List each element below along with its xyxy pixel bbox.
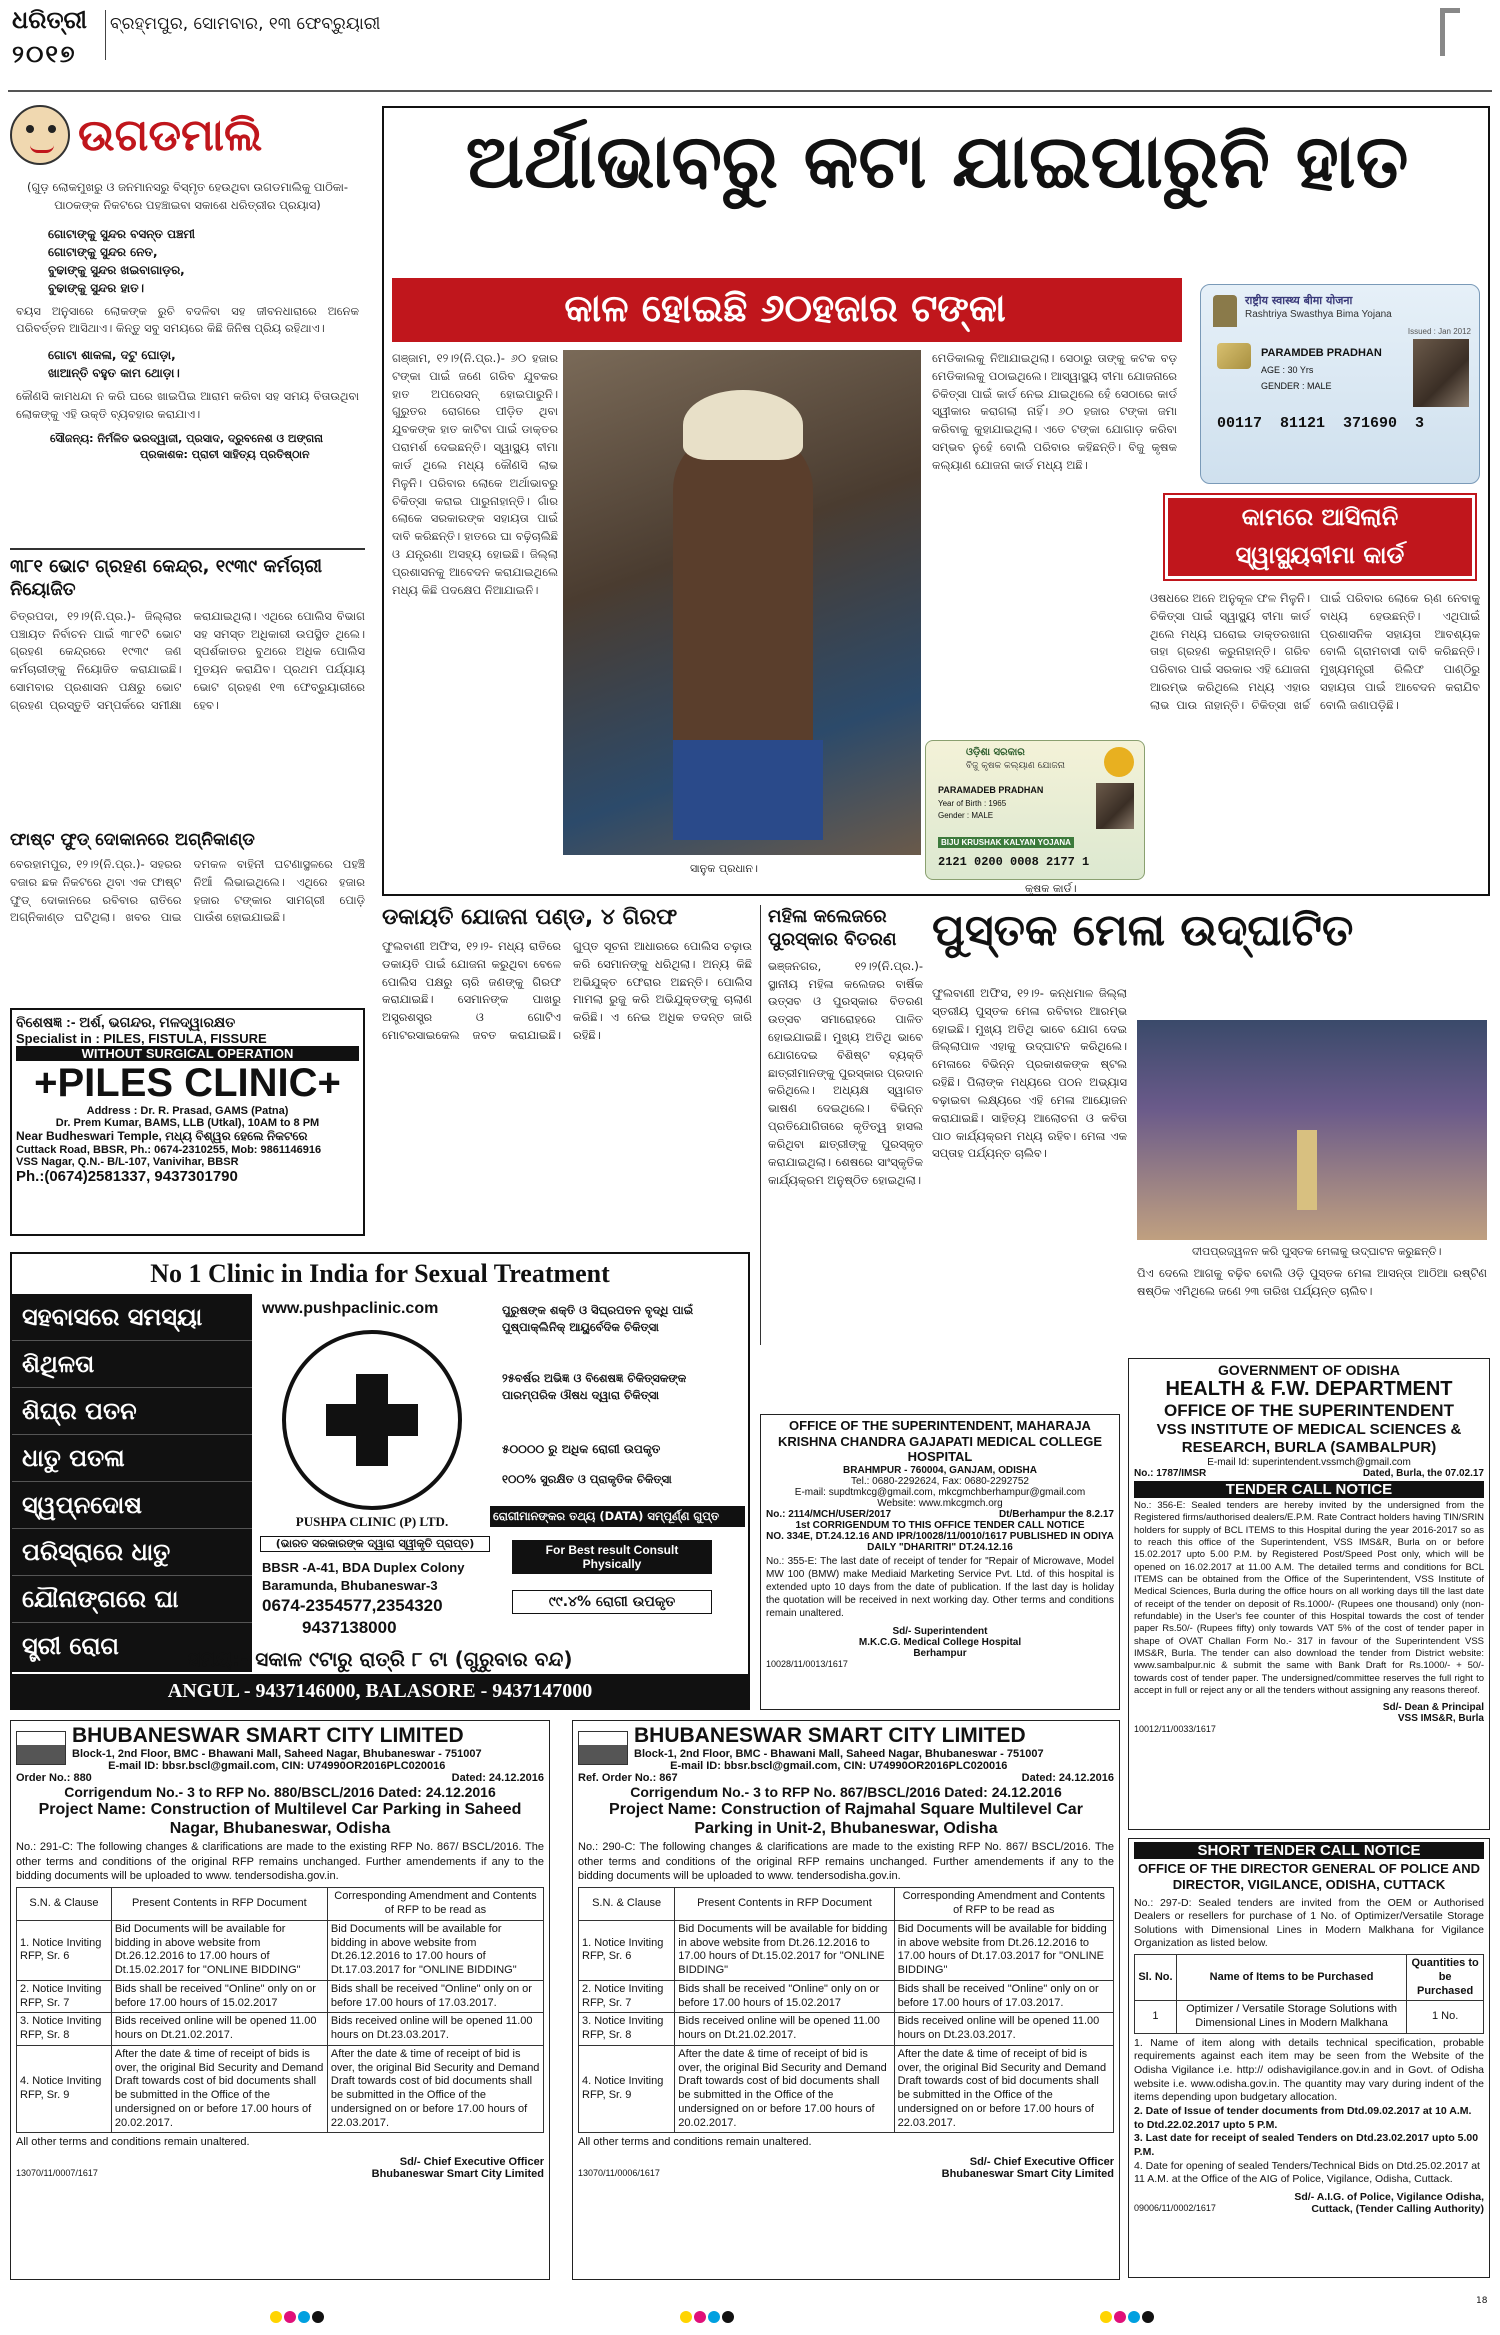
lead-callout: କାମରେ ଆସିଲାନି ସ୍ୱାସ୍ଥ୍ୟବୀମା କାର୍ଡ: [1165, 495, 1475, 579]
bscl-sign-2: Bhubaneswar Smart City Limited: [941, 2168, 1114, 2181]
bscl-footer: All other terms and conditions remain unaltered.: [16, 2136, 250, 2149]
vigilance-body: No.: 297-D: Sealed tenders are invited from the OEM or Authorised Dealers or resellers for purchase of 1 No. of Optimizer/Versatile Storage Solutions with Dimensional Lines in Modern Malkhana for Vigilance Organization as listed below.: [1134, 1896, 1484, 1950]
vigilance-point: 4. Date for opening of sealed Tenders/Technical Bids on Dtd.25.02.2017 at 11 A.M. at the Office of the AIG of Police, Vigilance, Odisha, Cuttack.: [1134, 2159, 1480, 2186]
table-row: [17, 2045, 544, 2133]
rsby-name: PARAMDEB PRADHAN: [1261, 347, 1382, 359]
mkcg-address: BRAHMPUR - 760004, GANJAM, ODISHA: [843, 1464, 1037, 1476]
vims-govt: GOVERNMENT OF ODISHA: [1217, 1362, 1400, 1378]
table-cell: Bids shall be received "Online" only on or before 17.00 hours of 15.02.2017: [675, 1980, 894, 2013]
mid-divider-1: [760, 905, 761, 1345]
table-cell: After the date & time of receipt of bid is over, the original Bid Security and Demand Draft towards cost of bid documents shall be submitted in the Office of the undersigned on or before 17.00 hours of 20.02.2017.: [675, 2045, 894, 2133]
piles-contact-1: Cuttack Road, BBSR, Ph.: 0674-2310255, Mob: 9861146916: [16, 1144, 322, 1156]
table-cell: Bids shall be received "Online" only on or before 17.00 hours of 17.03.2017.: [327, 1980, 543, 2013]
sexclinic-right-1: ପୁରୁଷଙ୍କ ଶକ୍ତି ଓ ସିଘ୍ରପତନ ବୃଦ୍ଧି ପାଇଁ ପୁଷ୍ପାକ୍ଲିନିକ୍ ଆୟୁର୍ବେଦିକ ଚିକିତ୍ସା: [502, 1303, 694, 1335]
ugadamali-title: ଉଗଡମାଲି: [78, 109, 263, 161]
bscl-footer: All other terms and conditions remain unaltered.: [578, 2136, 812, 2149]
piles-contact-2: VSS Nagar, Q.N.- B/L-107, Vanivihar, BBSR: [16, 1156, 239, 1168]
bkky-scheme: BIJU KRUSHAK KALYAN YOJANA: [938, 837, 1074, 848]
college-body: ଭଞ୍ଜନଗର, ୧୨।୨(ନି.ପ୍ର.)- ସ୍ଥାନୀୟ ମହିଳା କଲେଜର ବାର୍ଷିକ ଉତ୍ସବ ଓ ପୁରସ୍କାର ବିତରଣ ଉତ୍ସବ ସମାରୋହରେ ପାଳିତ ହୋଇଯାଇଛି। ମୁଖ୍ୟ ଅତିଥି ଭାବେ ଯୋଗଦେଇ ବିଶିଷ୍ଟ ବ୍ୟକ୍ତି ଛାତ୍ରୀମାନଙ୍କୁ ପୁରସ୍କାର ପ୍ରଦାନ କରିଥିଲେ। ଅଧ୍ୟକ୍ଷ ସ୍ୱାଗତ ଭାଷଣ ଦେଇଥିଲେ। ବିଭିନ୍ନ ପ୍ରତିଯୋଗିତାରେ କୃତିତ୍ୱ ହାସଲ କରିଥିବା ଛାତ୍ରୀଙ୍କୁ ପୁରସ୍କୃତ କରାଯାଇଥିଲା। ଶେଷରେ ସାଂସ୍କୃତିକ କାର୍ଯ୍ୟକ୍ରମ ଅନୁଷ୍ଠିତ ହୋଇଥିଲା।: [768, 958, 923, 1187]
bkky-photo: [1096, 783, 1134, 829]
bscl-table: [16, 1887, 544, 2133]
mkcg-tel: Tel.: 0680-2292624, Fax: 0680-2292752: [851, 1475, 1029, 1487]
table-cell: 2. Notice Inviting RFP, Sr. 7: [579, 1980, 675, 2013]
vigilance-office: OFFICE OF THE DIRECTOR GENERAL OF POLICE AND DIRECTOR, VIGILANCE, ODISHA, CUTTACK: [1137, 1861, 1481, 1893]
mkcg-corr-2: NO. 334E, DT.24.12.16 AND IPR/10028/11/0010/1617 PUBLISHED IN ODIYA DAILY "DHARITRI" DT.24.12.16: [766, 1530, 1114, 1553]
vims-notice: [1128, 1358, 1490, 1830]
vims-sign-2: VSS IMS&R, Burla: [1397, 1712, 1484, 1724]
piles-specialist: ବିଶେଷଜ୍ଞ :- ଅର୍ଶ, ଭଗନ୍ଦର, ମଳଦ୍ୱାରକ୍ଷତ: [16, 1014, 236, 1030]
bscl-body: No.: 291-C: The following changes & clarifications are made to the existing RFP No. 867/ BSCL/2016. The other terms and conditions of the original RFP remains unchanged. Further amendements if any to the bidding documents will be uploaded to www. tendersodisha.gov.in.: [16, 1841, 544, 1882]
bscl-sign-2: Bhubaneswar Smart City Limited: [371, 2168, 544, 2181]
table-row: [579, 2045, 1114, 2133]
bscl-project: Project Name: Construction of Multilevel Car Parking in Saheed Nagar, Bhubaneswar, Odisha: [38, 1801, 522, 1838]
vims-code: 10012/11/0033/1617: [1134, 1723, 1216, 1734]
mkcg-sign-2: M.K.C.G. Medical College Hospital: [858, 1636, 1022, 1648]
sexclinic-timing: ସମୟ:- ସକାଳ ୯ଟାରୁ ରାତ୍ରି ୮ ଟା (ଗୁରୁବାର ବନ୍ଦ): [187, 1647, 573, 1671]
sexclinic-item: ସ୍ୱପ୍ନଦୋଷ: [12, 1482, 252, 1529]
lead-photo: [563, 350, 921, 855]
fraud-body: ଫୁଲବାଣୀ ଅଫିସ, ୧୨।୨- ମଧ୍ୟ ରାତିରେ ଡକାୟତି ପାଇଁ ଯୋଜନା କରୁଥିବା ବେଳେ ପୋଲିସ ପକ୍ଷରୁ ଚାରି ଜଣଙ୍କୁ ଗିରଫ କରାଯାଇଛି। ସେମାନଙ୍କ ପାଖରୁ ଅସ୍ତ୍ରଶସ୍ତ୍ର ଓ ଗୋଟିଏ ମୋଟରସାଇକେଲ ଜବତ କରାଯାଇଛି। ଗୁପ୍ତ ସୂଚନା ଆଧାରରେ ପୋଲିସ ଚଢ଼ାଉ କରି ସେମାନଙ୍କୁ ଧରିଥିଲା। ଅନ୍ୟ କିଛି ଅଭିଯୁକ୍ତ ଫେରାର ଅଛନ୍ତି। ପୋଲିସ ମାମଲା ରୁଜୁ କରି ଅଭିଯୁକ୍ତଙ୍କୁ ଚାଲାଣ କରିଛି। ଏ ନେଇ ଅଧିକ ତଦନ୍ତ ଜାରି ରହିଛି।: [382, 939, 752, 1043]
table-cell: 3. Notice Inviting RFP, Sr. 8: [579, 2013, 675, 2046]
fire-story: [10, 830, 365, 1020]
city-skyline-icon: [578, 1731, 628, 1765]
bscl-table: [578, 1887, 1114, 2133]
vims-email: E-mail Id: superintendent.vssmch@gmail.com: [1207, 1457, 1411, 1468]
ugadamali-credit-1: ସୌଜନ୍ୟ: ନିର୍ମଳିତ ଭରଦ୍ୱାଜୀ, ପ୍ରସାଦ, ଦ୍ରୁବନେଶ ଓ ଅଙ୍ଗନା: [50, 431, 324, 445]
bookfair-story: [932, 905, 1490, 1365]
cross-icon: [286, 1334, 458, 1506]
sexclinic-address-1: BBSR -A-41, BDA Duplex Colony: [262, 1560, 465, 1575]
bscl-dated: Dated: 24.12.2016: [1021, 1772, 1114, 1784]
votes-headline: ୩୮୧ ଭୋଟ ଗ୍ରହଣ କେନ୍ଦ୍ର, ୧୯୩୯ କର୍ମଚାରୀ ନିୟୋଜିତ: [10, 556, 323, 601]
ugadamali-credit-2: ପ୍ରକାଶକ: ପ୍ରାଚୀ ସାହିତ୍ୟ ପ୍ରତିଷ୍ଠାନ: [140, 447, 310, 461]
rsby-age: AGE : 30 Yrs: [1261, 365, 1314, 375]
table-header: Name of Items to be Purchased: [1176, 1955, 1406, 2001]
mkcg-title: OFFICE OF THE SUPERINTENDENT, MAHARAJA KRISHNA CHANDRA GAJAPATI MEDICAL COLLEGE HOSPITAL: [777, 1418, 1103, 1465]
bookfair-body-2: ପିଏ ଦେଲେ ଆଗକୁ ବଢ଼ିବ ବୋଲି ଓଡ଼ି ପୁସ୍ତକ ମେଳା ଆସନ୍ତା ଆଠିଆ ରଷ୍ଟିଣ ଷଷ୍ଠିକ ଏମିଥିଲେ ଜଣେ ୨୩ ତାରିଖ ପର୍ଯ୍ୟନ୍ତ ଚାଲିବ।: [1137, 1266, 1487, 1298]
table-cell: Bids received online will be opened 11.00 hours on Dt.23.03.2017.: [894, 2013, 1113, 2046]
table-header: Sl. No.: [1135, 1955, 1177, 2001]
sexclinic-item: ଯୌନାଙ୍ଗରେ ଘା: [12, 1576, 252, 1623]
rsby-issued: Issued : Jan 2012: [1407, 327, 1471, 336]
bscl-project: Project Name: Construction of Rajmahal Square Multilevel Car Parking in Unit-2, Bhubaneswar, Odisha: [609, 1801, 1083, 1838]
table-cell: 1. Notice Inviting RFP, Sr. 6: [17, 1920, 112, 1980]
bscl-notice-1: [10, 1720, 550, 2280]
bookfair-photo: [1137, 1020, 1487, 1240]
table-row: [17, 2013, 544, 2046]
table-header: Quantities to be Purchased: [1407, 1955, 1484, 2001]
photo1-caption: ସାନୁକ ପ୍ରଧାନ।: [690, 862, 758, 875]
bscl-order: Order No.: 880: [16, 1772, 92, 1784]
table-row: [579, 1920, 1114, 1980]
vims-sign-1: Sd/- Dean & Principal: [1382, 1701, 1484, 1713]
vigilance-point: 2. Date of Issue of tender documents from Dtd.09.02.2017 at 10 A.M. to Dtd.22.02.2017 upto 5 P.M.: [1134, 2105, 1472, 2131]
bscl-order: Ref. Order No.: 867: [578, 1772, 678, 1784]
masthead-year: ୨୦୧୭: [12, 40, 77, 68]
sexclinic-right-4: ୧୦୦% ସୁରକ୍ଷିତ ଓ ପ୍ରାକୃତିକ ଚିକିତ୍ସା: [502, 1472, 672, 1486]
bookfair-headline: ପୁସ୍ତକ ମେଳା ଉଦ୍‌ଘାଟିତ: [932, 905, 1354, 956]
sexclinic-percent: ୯୯.୪% ରୋଗୀ ଉପକୃତ: [512, 1590, 712, 1614]
mkcg-code: 10028/11/0013/1617: [766, 1658, 848, 1669]
logo-sun-icon: [1104, 747, 1134, 777]
piles-line-1: Specialist in : PILES, FISTULA, FISSURE: [16, 1031, 267, 1046]
bkky-number: 2121 0200 0008 2177 1: [938, 855, 1090, 869]
bscl-address: Block-1, 2nd Floor, BMC - Bhawani Mall, Saheed Nagar, Bhubaneswar - 751007: [634, 1748, 1044, 1760]
bscl-code: 13070/11/0006/1617: [578, 2168, 660, 2179]
ugadamali-body-1: ବୟସ ଅନୁସାରେ ଲୋକଙ୍କ ରୁଚି ବଦଳିବା ସହ ଜୀବନଧାରାରେ ଅନେକ ପରିବର୍ତ୍ତନ ଆସିଥାଏ। କିନ୍ତୁ ସବୁ ସମୟରେ କିଛି ଜିନିଷ ପ୍ରିୟ ରହିଥାଏ।: [16, 303, 359, 336]
registration-marks-left: [270, 2308, 326, 2327]
piles-phone: Ph.:(0674)2581337, 9437301790: [16, 1168, 238, 1185]
person-figure: [673, 430, 813, 760]
vims-tcn: TENDER CALL NOTICE: [1134, 1481, 1484, 1498]
fraud-story: [382, 905, 752, 1265]
lead-headline: ଅର୍ଥାଭାବରୁ କଟା ଯାଇପାରୁନି ହାତ: [465, 119, 1409, 205]
vigilance-tcn: SHORT TENDER CALL NOTICE: [1134, 1842, 1484, 1859]
masthead-divider: [105, 10, 106, 60]
chip-icon: [1217, 343, 1251, 369]
votes-body: ଚିତ୍ରପଦା, ୧୨।୨(ନି.ପ୍ର.)- ଜିଲ୍ଲାର ପଞ୍ଚାୟତ ନିର୍ବାଚନ ପାଇଁ ୩୮୧ଟି ଭୋଟ ଗ୍ରହଣ କେନ୍ଦ୍ରରେ ୧୯୩୯ ଜଣ କର୍ମଚାରୀଙ୍କୁ ନିୟୋଜିତ କରାଯାଇଛି। ସୋମବାର ପ୍ରଶାସନ ପକ୍ଷରୁ ଭୋଟ ଗ୍ରହଣ ପ୍ରସ୍ତୁତି ସମ୍ପର୍କରେ ସମୀକ୍ଷା କରାଯାଇଥିଲା। ଏଥିରେ ପୋଲିସ ବିଭାଗ ସହ ସମସ୍ତ ଅଧିକାରୀ ଉପସ୍ଥିତ ଥିଲେ। ସ୍ପର୍ଶକାତର ବୁଥରେ ଅଧିକ ପୋଲିସ ମୁତୟନ କରାଯିବ। ପ୍ରଥମ ପର୍ଯ୍ୟାୟ ଭୋଟ ଗ୍ରହଣ ୧୩ ଫେବ୍ରୁୟାରୀରେ ହେବ।: [10, 608, 365, 712]
shorts: [673, 740, 823, 840]
mkcg-notice: [760, 1414, 1120, 1710]
table-cell: 3. Notice Inviting RFP, Sr. 8: [17, 2013, 112, 2046]
bscl-sign-1: Sd/- Chief Executive Officer: [399, 2156, 544, 2169]
bkky-year: Year of Birth : 1965: [938, 799, 1007, 808]
masthead-dateline: ବ୍ରହ୍ମପୁର, ସୋମବାର, ୧୩ ଫେବ୍ରୁୟାରୀ: [110, 14, 381, 34]
registration-marks-center: [680, 2308, 736, 2327]
vims-office: OFFICE OF THE SUPERINTENDENT: [1164, 1401, 1454, 1420]
sexclinic-item: ସହବାସରେ ସମସ୍ୟା: [12, 1294, 252, 1341]
mkcg-website: Website: www.mkcgmch.org: [877, 1497, 1003, 1509]
bookfair-photo-caption: ଦୀପପ୍ରଜ୍ୱଳନ କରି ପୁସ୍ତକ ମେଳାକୁ ଉଦ୍‌ଘାଟନ କରୁଛନ୍ତି।: [1192, 1245, 1442, 1258]
bscl-sign-1: Sd/- Chief Executive Officer: [969, 2156, 1114, 2169]
bscl-corr: Corrigendum No.- 3 to RFP No. 880/BSCL/2016 Dated: 24.12.2016: [64, 1784, 496, 1800]
registration-marks-right: [1100, 2308, 1156, 2327]
table-cell: 4. Notice Inviting RFP, Sr. 9: [579, 2045, 675, 2133]
vims-dept: HEALTH & F.W. DEPARTMENT: [1165, 1378, 1453, 1400]
bkky-title: ବିଜୁ କୃଷକ କଲ୍ୟାଣ ଯୋଜନା: [966, 761, 1065, 771]
sexclinic-right-2: ୨୫ବର୍ଷର ଅଭିଜ୍ଞ ଓ ବିଶେଷଜ୍ଞ ଚିକିତ୍ସକଙ୍କ ପାରମ୍ପରିକ ଔଷଧ ଦ୍ୱାରା ଚିକିତ୍ସା: [502, 1371, 687, 1403]
bkky-header: ଓଡ଼ିଶା ସରକାର: [966, 747, 1025, 758]
table-cell: Bids received online will be opened 11.00 hours on Dt.21.02.2017.: [675, 2013, 894, 2046]
sexclinic-branches: ANGUL - 9437146000, BALASORE - 9437147000: [12, 1674, 748, 1708]
sexclinic-item: ପରିସ୍ରାରେ ଧାତୁ: [12, 1529, 252, 1576]
table-cell: After the date & time of receipt of bids is over, the original Bid Security and Demand Draft towards cost of bid documents shall be submitted in the Office of the undersigned on or before 17.00 hours of 20.02.2017.: [111, 2045, 327, 2133]
table-cell: Optimizer / Versatile Storage Solutions with Dimensional Lines in Modern Malkhana: [1176, 2001, 1406, 2034]
table-row: [579, 1980, 1114, 2013]
bookfair-body: ଫୁଲବାଣୀ ଅଫିସ, ୧୨।୨- କନ୍ଧମାଳ ଜିଲ୍ଲା ସ୍ତରୀୟ ପୁସ୍ତକ ମେଳା ରବିବାର ଆରମ୍ଭ ହୋଇଛି। ମୁଖ୍ୟ ଅତିଥି ଭାବେ ଯୋଗ ଦେଇ ଜିଲ୍ଲାପାଳ ଏହାକୁ ଉଦ୍‌ଘାଟନ କରିଥିଲେ। ମେଳାରେ ବିଭିନ୍ନ ପ୍ରକାଶକଙ୍କ ଷ୍ଟଲ ରହିଛି। ପିଲାଙ୍କ ମଧ୍ୟରେ ପଠନ ଅଭ୍ୟାସ ବଢ଼ାଇବା ଲକ୍ଷ୍ୟରେ ଏହି ମେଳା ଆୟୋଜନ କରାଯାଇଛି। ସାହିତ୍ୟ ଆଲୋଚନା ଓ କବିତା ପାଠ କାର୍ଯ୍ୟକ୍ରମ ମଧ୍ୟ ରହିବ। ମେଳା ଏକ ସପ୍ତାହ ପର୍ଯ୍ୟନ୍ତ ଚାଲିବ।: [932, 986, 1127, 1161]
ugadamali-body-2: କୌଣସି କାମଧନ୍ଦା ନ କରି ଘରେ ଖାଇପିଇ ଆରାମ କରିବା ସହ ସମୟ ବିତାଉଥିବା ଲୋକଙ୍କୁ ଏହି ଉକ୍ତି ବ୍ୟବହାର କରାଯାଏ।: [16, 389, 359, 422]
rsby-gender: GENDER : MALE: [1261, 381, 1332, 391]
sexclinic-seal-text: PUSHPA CLINIC (P) LTD.: [295, 1514, 449, 1529]
bscl-code: 13070/11/0007/1617: [16, 2168, 98, 2179]
lamp-figure: [1297, 1130, 1317, 1210]
bkky-card: [925, 740, 1145, 880]
rsby-title: राष्ट्रीय स्वास्थ्य बीमा योजना: [1245, 294, 1353, 307]
bscl-company: BHUBANESWAR SMART CITY LIMITED: [634, 1724, 1026, 1747]
bscl-corr: Corrigendum No.- 3 to RFP No. 867/BSCL/2016 Dated: 24.12.2016: [630, 1784, 1062, 1800]
piles-brand: +PILES CLINIC+: [34, 1061, 341, 1105]
sexclinic-item: ଧାତୁ ପତଳା: [12, 1435, 252, 1482]
table-cell: Bids received online will be opened 11.00 hours on Dt.23.03.2017.: [327, 2013, 543, 2046]
mkcg-sign-1: Sd/- Superintendent: [892, 1625, 988, 1637]
bscl-address: Block-1, 2nd Floor, BMC - Bhawani Mall, Saheed Nagar, Bhubaneswar - 751007: [72, 1748, 482, 1760]
sexclinic-items: [12, 1294, 252, 1672]
table-cell: Bid Documents will be available for bidding in above website from Dt.26.12.2016 to 17.00 hours of Dt.15.02.2017 for "ONLINE BIDDING": [111, 1920, 327, 1980]
table-cell: Bid Documents will be available for bidding in above website from Dt.26.12.2016 to 17.00 hours of Dt.15.02.2017 for "ONLINE BIDDING": [675, 1920, 894, 1980]
ugadamali-verse-1: ଗୋଟାଙ୍କୁ ସୁନ୍ଦର ବସନ୍ତ ପଞ୍ଚମୀ ଗୋଟାଙ୍କୁ ସୁନ୍ଦର ନେତ, ବୁଢାଙ୍କୁ ସୁନ୍ଦର ଖଇବାଗାଡ଼ର, ବୁଢାଙ୍କୁ ସୁନ୍ଦର ହାତ।: [48, 226, 195, 295]
masthead-logo: ଧରିତ୍ରୀ: [12, 6, 87, 34]
piles-address: Address : Dr. R. Prasad, GAMS (Patna): [86, 1105, 289, 1117]
rsby-photo: [1413, 339, 1469, 407]
ugadamali-intro: (ଗୁଡ଼ ଲୋକମୁଖରୁ ଓ ଜନମାନସରୁ ବିସ୍ମୃତ ହେଉଥିବା ଉଗଡମାଲିକୁ ପାଠିକା-ପାଠକଙ୍କ ନିକଟରେ ପହଞ୍ଚାଇବା ସକାଶେ ଧରିତ୍ରୀର ପ୍ରୟାସ): [26, 180, 349, 212]
bscl-body: No.: 290-C: The following changes & clarifications are made to the existing RFP No. 867/ BSCL/2016. The other terms and conditions of the original RFP remains unchanged. Further amendements if any to the bidding documents will be uploaded to www. tendersodisha.gov.in.: [578, 1841, 1114, 1882]
piles-doctor: Dr. Prem Kumar, BAMS, LLB (Utkal), 10AM to 8 PM: [55, 1117, 320, 1129]
lead-body-col2: ମେଡିକାଲକୁ ନିଆଯାଇଥିଲା। ସେଠାରୁ ତାଙ୍କୁ କଟକ ବଡ଼ ମେଡିକାଲକୁ ପଠାଇଥିଲେ। ଆସ୍ୱାସ୍ଥ୍ୟ ବୀମା ଯୋଜନାରେ ଚିକିତ୍ସା ପାଇଁ କାର୍ଡ ନେଇ ଯାଇଥିଲେ ହେଁ ସେଠାରେ କାର୍ଡ ସ୍ୱୀକାର କରାଗଲା ନାହିଁ। ୬୦ ହଜାର ଟଙ୍କା ଜମା କରିବାକୁ କୁହାଯାଇଥିଲା। ଏତେ ଟଙ୍କା ଯୋଗାଡ଼ କରିବା ସମ୍ଭବ ନୁହେଁ ବୋଲି ପରିବାର କହିଛନ୍ତି। ବିଜୁ କୃଷକ କଲ୍ୟାଣ ଯୋଜନା କାର୍ଡ ମଧ୍ୟ ଅଛି।: [932, 351, 1177, 472]
sexclinic-phone-2: 9437138000: [302, 1618, 397, 1637]
table-cell: 4. Notice Inviting RFP, Sr. 9: [17, 2045, 112, 2133]
rsby-card: [1200, 284, 1480, 484]
table-cell: Bids shall be received "Online" only on or before 17.00 hours of 17.03.2017.: [894, 1980, 1113, 2013]
sexclinic-right-3: ୫୦୦୦୦ ରୁ ଅଧିକ ରୋଗୀ ଉପକୃତ: [502, 1442, 661, 1456]
vigilance-point: 3. Last date for receipt of sealed Tenders on Dtd.23.02.2017 upto 5.00 P.M.: [1134, 2132, 1479, 2158]
mkcg-email: E-mail: supdtmkcg@gmail.com, mkcgmchberhampur@gmail.com: [794, 1486, 1086, 1498]
mkcg-ref: No.: 2114/MCH/USER/2017: [766, 1508, 892, 1520]
table-cell: 1 No.: [1407, 2001, 1484, 2034]
vigilance-point: 1. Name of item along with details technical specification, probable requirements against each item may be seen from the Website of the Odisha Vigilance i.e. http:// odishavigilance.gov.in and in Govt. of Odisha website i.e. www.odisha.gov.in. The quantity may vary during indent of the items depending upon budgetary allocation.: [1134, 2036, 1484, 2104]
lead-body-col1: ଗଞ୍ଜାମ, ୧୨।୨(ନି.ପ୍ର.)- ୬୦ ହଜାର ଟଙ୍କା ପାଇଁ ଜଣେ ଗରିବ ଯୁବକର ହାତ ଅପରେସନ୍ ହୋଇପାରୁନି। ଗୁରୁତର ରୋଗରେ ପୀଡ଼ିତ ଥିବା ଯୁବକଙ୍କ ହାତ କାଟିବା ପାଇଁ ଡାକ୍ତର ପରାମର୍ଶ ଦେଇଛନ୍ତି। ସ୍ୱାସ୍ଥ୍ୟ ବୀମା କାର୍ଡ ଥିଲେ ମଧ୍ୟ କୌଣସି ଲାଭ ମିଳୁନି। ପରିବାର ଲୋକେ ଅର୍ଥାଭାବରୁ ଚିକିତ୍ସା କରାଇ ପାରୁନାହାନ୍ତି। ଗାଁର ଲୋକେ ସରକାରଙ୍କ ସହାୟତା ପାଇଁ ଦାବି କରିଛନ୍ତି। ହାତରେ ଘା ବଢ଼ିଚାଲିଛି ଓ ଯନ୍ତ୍ରଣା ଅସହ୍ୟ ହୋଇଛି। ଜିଲ୍ଲା ପ୍ରଶାସନକୁ ଆବେଦନ କରାଯାଇଥିଲେ ମଧ୍ୟ କିଛି ପଦକ୍ଷେପ ନିଆଯାଇନି।: [392, 351, 558, 597]
sexclinic-website: www.pushpaclinic.com: [262, 1300, 439, 1317]
vigilance-sign-1: Sd/- A.I.G. of Police, Vigilance Odisha,: [1294, 2190, 1484, 2203]
table-cell: After the date & time of receipt of bid is over, the original Bid Security and Demand Draft towards cost of bid documents shall be submitted in the Office of the undersigned on or before 17.00 hours of 22.03.2017.: [327, 2045, 543, 2133]
sexclinic-address-2: Baramunda, Bhubaneswar-3: [262, 1578, 438, 1593]
table-header: Corresponding Amendment and Contents of RFP to be read as: [327, 1888, 543, 1921]
sexclinic-ad: [10, 1252, 750, 1710]
lead-subhead: କାଳ ହୋଇଛି ୬୦ହଜାର ଟଙ୍କା: [564, 286, 1006, 330]
sexclinic-govt: (ଭାରତ ସରକାରଙ୍କ ଦ୍ୱାରା ସ୍ୱୀକୃତି ପ୍ରାପ୍ତ): [260, 1536, 490, 1552]
vims-dated: Dated, Burla, the 07.02.17: [1362, 1468, 1484, 1479]
mkcg-corr-1: 1st CORRIGENDUM TO THIS OFFICE TENDER CALL NOTICE: [795, 1519, 1085, 1531]
piles-clinic-ad: [10, 1008, 365, 1236]
fraud-headline: ଡକାୟତି ଯୋଜନା ପଣ୍ଡ, ୪ ଗିରଫ: [382, 905, 678, 930]
left-divider: [10, 548, 365, 550]
table-cell: Bids shall be received "Online" only on or before 17.00 hours of 15.02.2017: [111, 1980, 327, 2013]
ugadamali-verse-2: ଗୋଟା ଶାକଳା, ଦଟୁ ଘୋଡ଼ା, ଖାଆନ୍ତି ବହୁତ କାମ ଥୋଡ଼ା।: [48, 348, 180, 381]
bscl-email: E-mail ID: bbsr.bscl@gmail.com, CIN: U74990OR2016PLC020016: [670, 1760, 1008, 1772]
card-caption: କୃଷକ କାର୍ଡ।: [1025, 882, 1077, 895]
sexclinic-best: For Best result Consult Physically: [512, 1540, 712, 1574]
vims-body: No.: 356-E: Sealed tenders are hereby invited by the undersigned from the Registered firms/authorised dealers/E.P.M. Rate Contract holders having TIN/SRIN holders for supply of BCL ITEMS to this Hospital during the year 2016-2017 so as to reach this office of the Superintendent, VSS IMS&R, Burla on or before 15.02.2017 upto 5.00 P.M. by Registered Post/Speed Post only, which will be opened on 16.02.2017 at 11.00 A.M. The detailed terms and conditions for BCL ITEMS can be obtained from the Office of the Superintendent, VSS Institute of Medical Sciences, Burla during the office hours on all working days till the last date of receipt of the tender on deposit of Rs.1000/- (Rupees one thousand) only (non-refundable) in the User's fee counter of this Hospital towards the cost of tender paper Rs.50/- (Rupees fifty) only towards VAT 5% of the cost of tender paper in shape of OVAT Challan Form No.- 317 in favour of the Superintendent VSS IMS&R, Burla. The tender can also download the tender from District website: www.sambalpur.nic & submit the same with Bank Draft for Rs.1000/- + 50/- towards cost of tender paper. The undersigned/committee reserves the full right to accept in full or reject any or all the tenders without assigning any reasons thereof.: [1134, 1500, 1484, 1697]
mkcg-dated: Dt/Berhampur the 8.2.17: [998, 1508, 1114, 1520]
bscl-notice-2: [572, 1720, 1120, 2280]
piles-line-2: WITHOUT SURGICAL OPERATION: [16, 1046, 359, 1061]
table-row: [17, 1920, 544, 1980]
lead-body-right: ଓଷଧରେ ଅନେ ଅନୁକୂଳ ଫଳ ମିଳୁନି। ଚିକିତ୍ସା ପାଇଁ ସ୍ୱାସ୍ଥ୍ୟ ବୀମା କାର୍ଡ ଥିଲେ ମଧ୍ୟ ଘରୋଇ ଡାକ୍ତରଖାନା ତାହା ଗ୍ରହଣ କରୁନାହାନ୍ତି। ଗରିବ ପରିବାର ପାଇଁ ସରକାର ଏହି ଯୋଜନା ଆରମ୍ଭ କରିଥିଲେ ମଧ୍ୟ ଏହାର ଲାଭ ପାଉ ନାହାନ୍ତି। ଚିକିତ୍ସା ଖର୍ଚ୍ଚ ପାଇଁ ପରିବାର ଲୋକେ ଋଣ ନେବାକୁ ବାଧ୍ୟ ହେଉଛନ୍ତି। ଏଥିପାଇଁ ପ୍ରଶାସନିକ ସହାୟତା ଆବଶ୍ୟକ ବୋଲି ଗ୍ରାମବାସୀ ଦାବି କରିଛନ୍ତି। ମୁଖ୍ୟମନ୍ତ୍ରୀ ରିଲିଫ ପାଣ୍ଠିରୁ ସହାୟତା ପାଇଁ ଆବେଦନ କରାଯିବ ବୋଲି ଜଣାପଡ଼ିଛି।: [1150, 591, 1480, 712]
corner-mark: [1440, 8, 1460, 56]
fire-body: ବେରହାମପୁର, ୧୨।୨(ନି.ପ୍ର.)- ସହରର ବଜାର ଛକ ନିକଟରେ ଥିବା ଏକ ଫାଷ୍ଟ ଫୁଡ୍ ଦୋକାନରେ ରବିବାର ରାତିରେ ଅଗ୍ନିକାଣ୍ଡ ଘଟିଥିଲା। ଖବର ପାଇ ଦମକଳ ବାହିନୀ ଘଟଣାସ୍ଥଳରେ ପହଞ୍ଚି ନିଆଁ ଲିଭାଇଥିଲେ। ଏଥିରେ ହଜାର ହଜାର ଟଙ୍କାର ସାମଗ୍ରୀ ପୋଡ଼ି ପାଉଁଶ ହୋଇଯାଇଛି।: [10, 857, 365, 925]
vigilance-table: [1134, 1954, 1484, 2034]
fire-headline: ଫାଷ୍ଟ ଫୁଡ୍ ଦୋକାନରେ ଅଗ୍ନିକାଣ୍ଡ: [10, 830, 255, 850]
college-story: [768, 905, 923, 1375]
table-header: S.N. & Clause: [579, 1888, 675, 1921]
rsby-number: 00117 81121 371690 3: [1217, 415, 1425, 432]
table-row: [579, 2013, 1114, 2046]
table-cell: 2. Notice Inviting RFP, Sr. 7: [17, 1980, 112, 2013]
masthead-rule-line: [8, 90, 1492, 92]
table-header: Present Contents in RFP Document: [675, 1888, 894, 1921]
table-row: [17, 1980, 544, 2013]
ugadamali-box: [10, 105, 365, 535]
vigilance-notice: [1128, 1838, 1490, 2278]
head-cloth: [683, 390, 803, 460]
mkcg-sign-3: Berhampur: [913, 1647, 967, 1659]
bscl-dated: Dated: 24.12.2016: [451, 1772, 544, 1784]
table-header: Corresponding Amendment and Contents of RFP to be read as: [894, 1888, 1113, 1921]
sexclinic-headline: No 1 Clinic in India for Sexual Treatment: [150, 1259, 610, 1288]
vigilance-code: 09006/11/0002/1617: [1134, 2202, 1216, 2213]
vims-ref: No.: 1787/IMSR: [1134, 1468, 1207, 1479]
table-cell: After the date & time of receipt of bid is over, the original Bid Security and Demand Draft towards cost of bid documents shall be submitted in the Office of the undersigned on or before 17.00 hours of 22.03.2017.: [894, 2045, 1113, 2133]
city-skyline-icon: [16, 1731, 66, 1765]
page-number: 18: [1476, 2296, 1488, 2306]
sexclinic-item: ସ୍ତ୍ରୀ ରୋଗ: [22, 1632, 119, 1660]
sexclinic-seal: [282, 1330, 462, 1510]
table-cell: Bid Documents will be available for bidding in above website from Dt.26.12.2016 to 17.00 hours of Dt.17.03.2017 for "ONLINE BIDDING": [327, 1920, 543, 1980]
table-cell: 1: [1135, 2001, 1177, 2034]
table-cell: Bid Documents will be available for bidding in above website from Dt.26.12.2016 to 17.00 hours of Dt.17.03.2017 for "ONLINE BIDDING": [894, 1920, 1113, 1980]
sexclinic-item: ଶିଘ୍ର ପତନ: [12, 1388, 252, 1435]
bkky-gender: Gender : MALE: [938, 811, 994, 820]
bkky-name: PARAMADEB PRADHAN: [938, 785, 1044, 795]
vims-inst: VSS INSTITUTE OF MEDICAL SCIENCES & RESEARCH, BURLA (SAMBALPUR): [1156, 1421, 1462, 1456]
cartoon-face-icon: [10, 105, 70, 165]
emblem-icon: [1213, 295, 1237, 327]
piles-near: Near Budheswari Temple, ମଧ୍ୟ ବିଶ୍ୱର ହେଲେ ନିକଟରେ: [16, 1129, 308, 1143]
table-cell: Bids received online will be opened 11.00 hours on Dt.21.02.2017.: [111, 2013, 327, 2046]
sexclinic-right-5: ରୋଗୀମାନଙ୍କର ତଥ୍ୟ (DATA) ସମ୍ପୂର୍ଣ୍ଣ ଗୁପ୍ତ: [490, 1506, 745, 1527]
mkcg-body: No.: 355-E: The last date of receipt of tender for "Repair of Microwave, Model MW 100 (BMW) make Mediaid Marketing Service Pvt. Ltd. of this hospital is extended upto 10 days from the date of publication. If the last day is holiday the quotation will be received in next working day. Other terms and conditions remain unaltered.: [766, 1555, 1114, 1619]
sexclinic-phone-1: 0674-2354577,2354320: [262, 1596, 443, 1615]
bscl-company: BHUBANESWAR SMART CITY LIMITED: [72, 1724, 464, 1747]
bscl-email: E-mail ID: bbsr.bscl@gmail.com, CIN: U74990OR2016PLC020016: [108, 1760, 446, 1772]
table-header: Present Contents in RFP Document: [111, 1888, 327, 1921]
sexclinic-item: ଶିଥିଳତା: [12, 1341, 252, 1388]
rsby-subtitle: Rashtriya Swasthya Bima Yojana: [1245, 309, 1392, 320]
table-cell: 1. Notice Inviting RFP, Sr. 6: [579, 1920, 675, 1980]
vigilance-sign-2: Cuttack, (Tender Calling Authority): [1311, 2202, 1484, 2215]
table-header: S.N. & Clause: [17, 1888, 112, 1921]
college-headline: ମହିଳା କଲେଜରେ ପୁରସ୍କାର ବିତରଣ: [768, 906, 897, 951]
